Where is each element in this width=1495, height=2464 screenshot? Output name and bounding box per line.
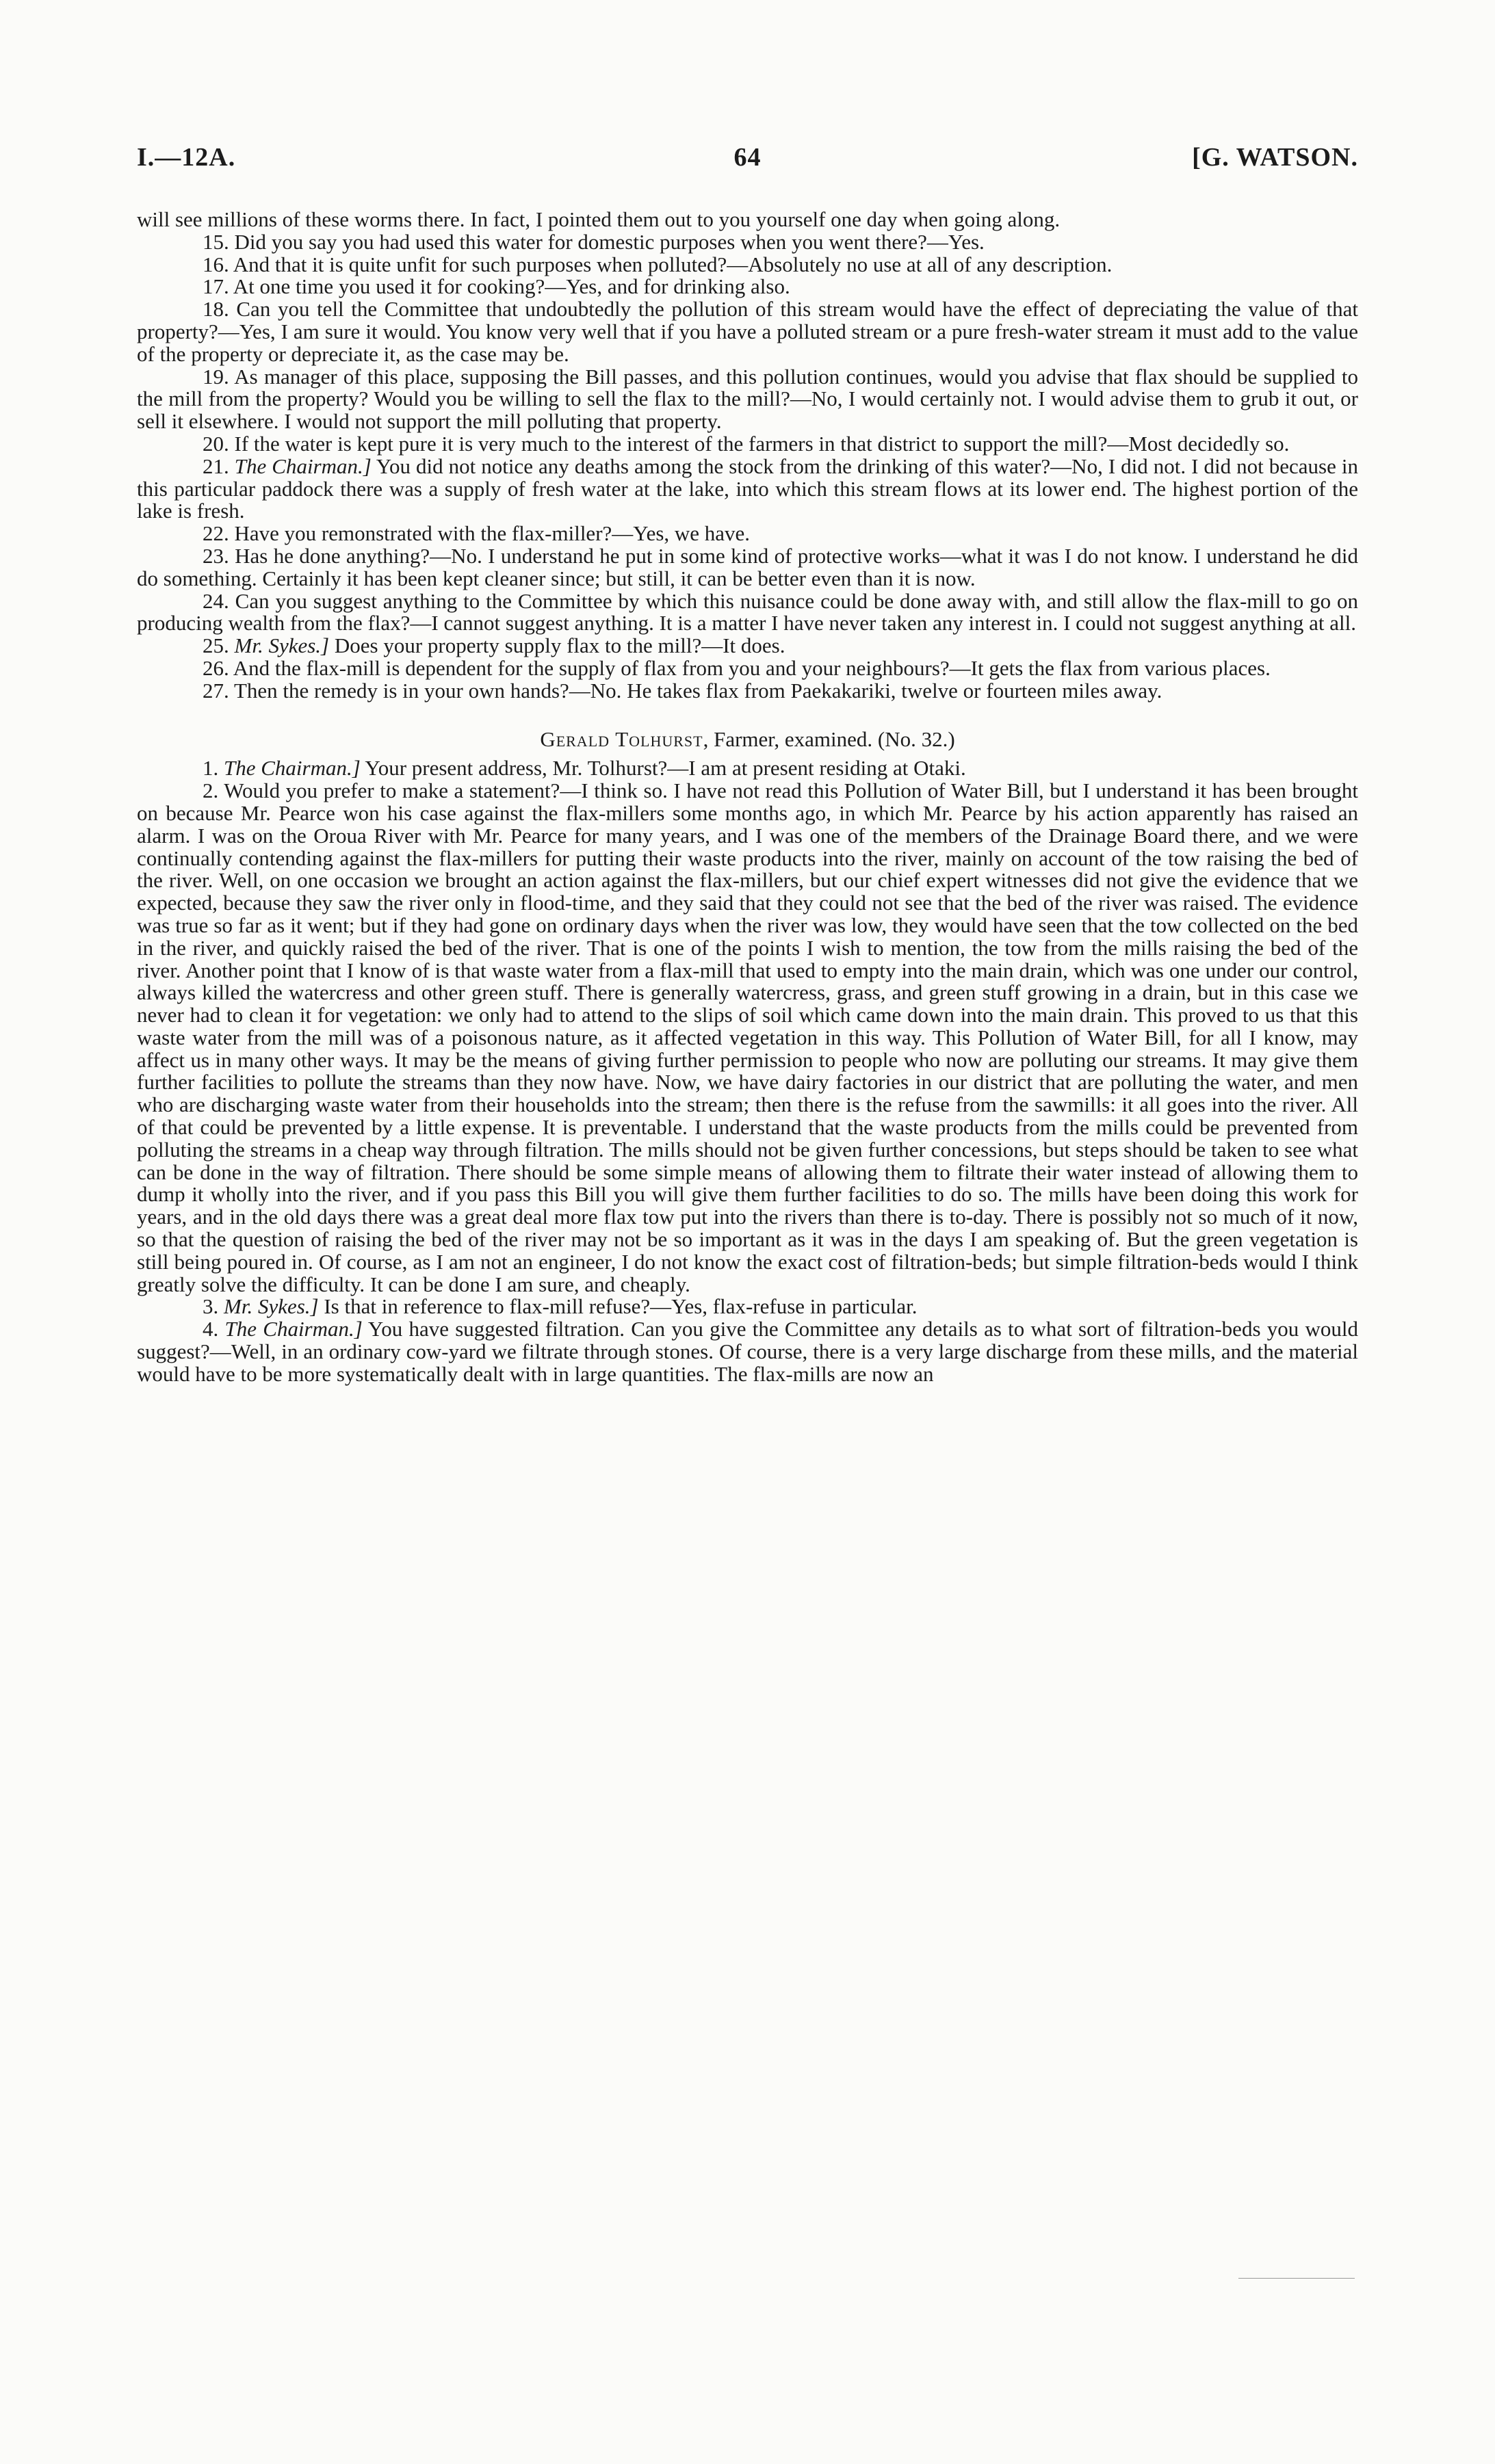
page-footer-rule bbox=[1238, 2278, 1355, 2279]
question-number: 25. bbox=[203, 633, 229, 658]
question-20: 20. If the water is kept pure it is very much to the interest of the farmers in that district to support the mill?—Most decidedly so. bbox=[203, 431, 1290, 456]
question-1 bbox=[137, 757, 1358, 780]
question-22: 22. Have you remonstrated with the flax-miller?—Yes, we have. bbox=[203, 521, 751, 546]
question-text: Is that in reference to flax-mill refuse?—Yes, flax-refuse in particular. bbox=[318, 1294, 918, 1319]
page-number: 64 bbox=[733, 143, 762, 172]
speaker-label: The Chairman.] bbox=[234, 454, 372, 478]
speaker-label: The Chairman.] bbox=[224, 756, 361, 781]
question-3 bbox=[137, 1296, 1358, 1318]
question-24: 24. Can you suggest anything to the Committee by which this nuisance could be done away with, and still allow the flax-mill to go on producing wealth from the flax?—I cannot suggest anything. It is a matter I have never taken any interest in. I could not suggest anything at all. bbox=[137, 588, 1358, 635]
question-text: Does your property supply flax to the mill?—It does. bbox=[329, 633, 785, 658]
question-23: 23. Has he done anything?—No. I understand he put in some kind of protective works—what it was I do not know. I understand he did do something. Certainly it has been kept cleaner since; but still, it can be better even than it is now. bbox=[137, 543, 1358, 590]
question-number: 4. bbox=[203, 1317, 219, 1341]
question-18: 18. Can you tell the Committee that undoubtedly the pollution of this stream would have the effect of depreciating the value of that property?—Yes, I am sure it would. You know very well that if you have a polluted stream or a pure fresh-water stream it must add to the value of the property or depreciate it, as the case may be. bbox=[137, 297, 1358, 366]
speaker-label: The Chairman.] bbox=[224, 1317, 363, 1341]
question-17: 17. At one time you used it for cooking?—Yes, and for drinking also. bbox=[203, 274, 790, 299]
page-header bbox=[137, 142, 1358, 183]
question-15: 15. Did you say you had used this water for domestic purposes when you went there?—Yes. bbox=[203, 229, 985, 254]
question-number: 3. bbox=[203, 1294, 219, 1319]
question-4 bbox=[137, 1318, 1358, 1385]
speaker-label: Mr. Sykes.] bbox=[234, 633, 330, 658]
question-number: 1. bbox=[203, 756, 219, 781]
question-text: You have suggested filtration. Can you give the Committee any details as to what sort of filtration-beds you would suggest?—Well, in an ordinary cow-yard we filtrate through stones. Of course, there is a very large discharge from these mills, and the material would have to be more systematically dealt with in large quantities. The flax-mills are now an bbox=[137, 1317, 1359, 1386]
speaker-label: Mr. Sykes.] bbox=[224, 1294, 319, 1319]
question-27: 27. Then the remedy is in your own hands?—No. He takes flax from Paekakariki, twelve or fourteen miles away. bbox=[203, 678, 1162, 703]
question-2: 2. Would you prefer to make a statement?—I think so. I have not read this Pollution of Water Bill, but I understand it has been brought on because Mr. Pearce won his case against the flax-millers some months ago, in which Mr. Pearce by his action apparently has raised an alarm. I was on the Oroua River with Mr. Pearce for many years, and I was one of the members of the Drainage Board there, and we were continually contending against the flax-millers for putting their waste products into the river, mainly on account of the tow raising the bed of the river. Well, on one occasion we brought an action against the flax-millers, but our chief expert witnesses did not give the evidence that we expected, because they saw the river only in flood-time, and they said that they could not see that the bed of the river was raised. The evidence was true so far as it went; but if they had gone on ordinary days when the river was low, they would have seen that the tow collected on the bed in the river, and quickly raised the bed of the river. That is one of the points I wish to mention, the tow from the mills raising the bed of the river. Another point that I know of is that waste water from a flax-mill that used to empty into the main drain, which was one under our control, always killed the watercress and other green stuff. There is generally watercress, grass, and green stuff growing in a drain, but in this case we never had to clean it for vegetation: we only had to attend to the slips of soil which came down into the main drain. This proved to us that this waste water from the mill was of a poisonous nature, as it affected vegetation in this way. This Pollution of Water Bill, for all I know, may affect us in many other ways. It may be the means of giving further permission to people who now are polluting our streams. It may give them further facilities to pollute the streams than they now have. Now, we have dairy factories in our district that are polluting the water, and men who are discharging waste water from their households into the stream; then there is the refuse from the sawmills: it all goes into the river. All of that could be prevented by a little expense. It is preventable. I understand that the waste products from the mills could be prevented from polluting the streams in a cheap way through filtration. The mills should not be given further concessions, but steps should be taken to see what can be done in the way of filtration. There should be some simple means of allowing them to filtrate their water instead of allowing them to dump it wholly into the river, and if you pass this Bill you will give them further facilities to do so. The mills have been doing this work for years, and in the old days there was a great deal more flax tow put into the rivers than there is to-day. There is possibly not so much of it now, so that the question of raising the bed of the river may not be so important as it was in the days I am speaking of. But the green vegetation is still being poured in. Of course, as I am not an engineer, I do not know the exact cost of filtration-beds; but simple filtration-beds would I think greatly solve the difficulty. It can be done I am sure, and cheaply. bbox=[137, 778, 1358, 1296]
witness-heading bbox=[137, 726, 1358, 751]
document-reference: I.—12A. bbox=[137, 143, 236, 172]
question-25 bbox=[137, 635, 1358, 657]
question-text: You did not notice any deaths among the stock from the drinking of this water?—No, I did not. I did not because in this particular paddock there was a supply of fresh water at the lake, into which this stream flows at its lower end. The highest portion of the lake is fresh. bbox=[137, 454, 1358, 523]
witness-running-head: [G. WATSON. bbox=[1192, 143, 1358, 172]
question-16: 16. And that it is quite unfit for such purposes when polluted?—Absolutely no use at all of any description. bbox=[203, 252, 1113, 276]
paragraph-continued: will see millions of these worms there. In fact, I pointed them out to you yourself one day when going along. bbox=[137, 207, 1061, 231]
witness-name: Gerald Tolhurst bbox=[540, 726, 703, 751]
question-number: 21. bbox=[203, 454, 229, 478]
witness-description: , Farmer, examined. (No. 32.) bbox=[703, 726, 955, 751]
question-19: 19. As manager of this place, supposing the Bill passes, and this pollution continues, would you advise that flax should be supplied to the mill from the property? Would you be willing to sell the flax to the mill?—No, I would certainly not. I would advise them to grub it out, or sell it elsewhere. I would not support the mill polluting that property. bbox=[137, 364, 1358, 434]
document-body bbox=[137, 209, 1358, 1386]
question-26: 26. And the flax-mill is dependent for the supply of flax from you and your neighbours?—It gets the flax from various places. bbox=[203, 655, 1271, 680]
question-21 bbox=[137, 456, 1358, 523]
question-text: Your present address, Mr. Tolhurst?—I am at present residing at Otaki. bbox=[360, 756, 966, 781]
